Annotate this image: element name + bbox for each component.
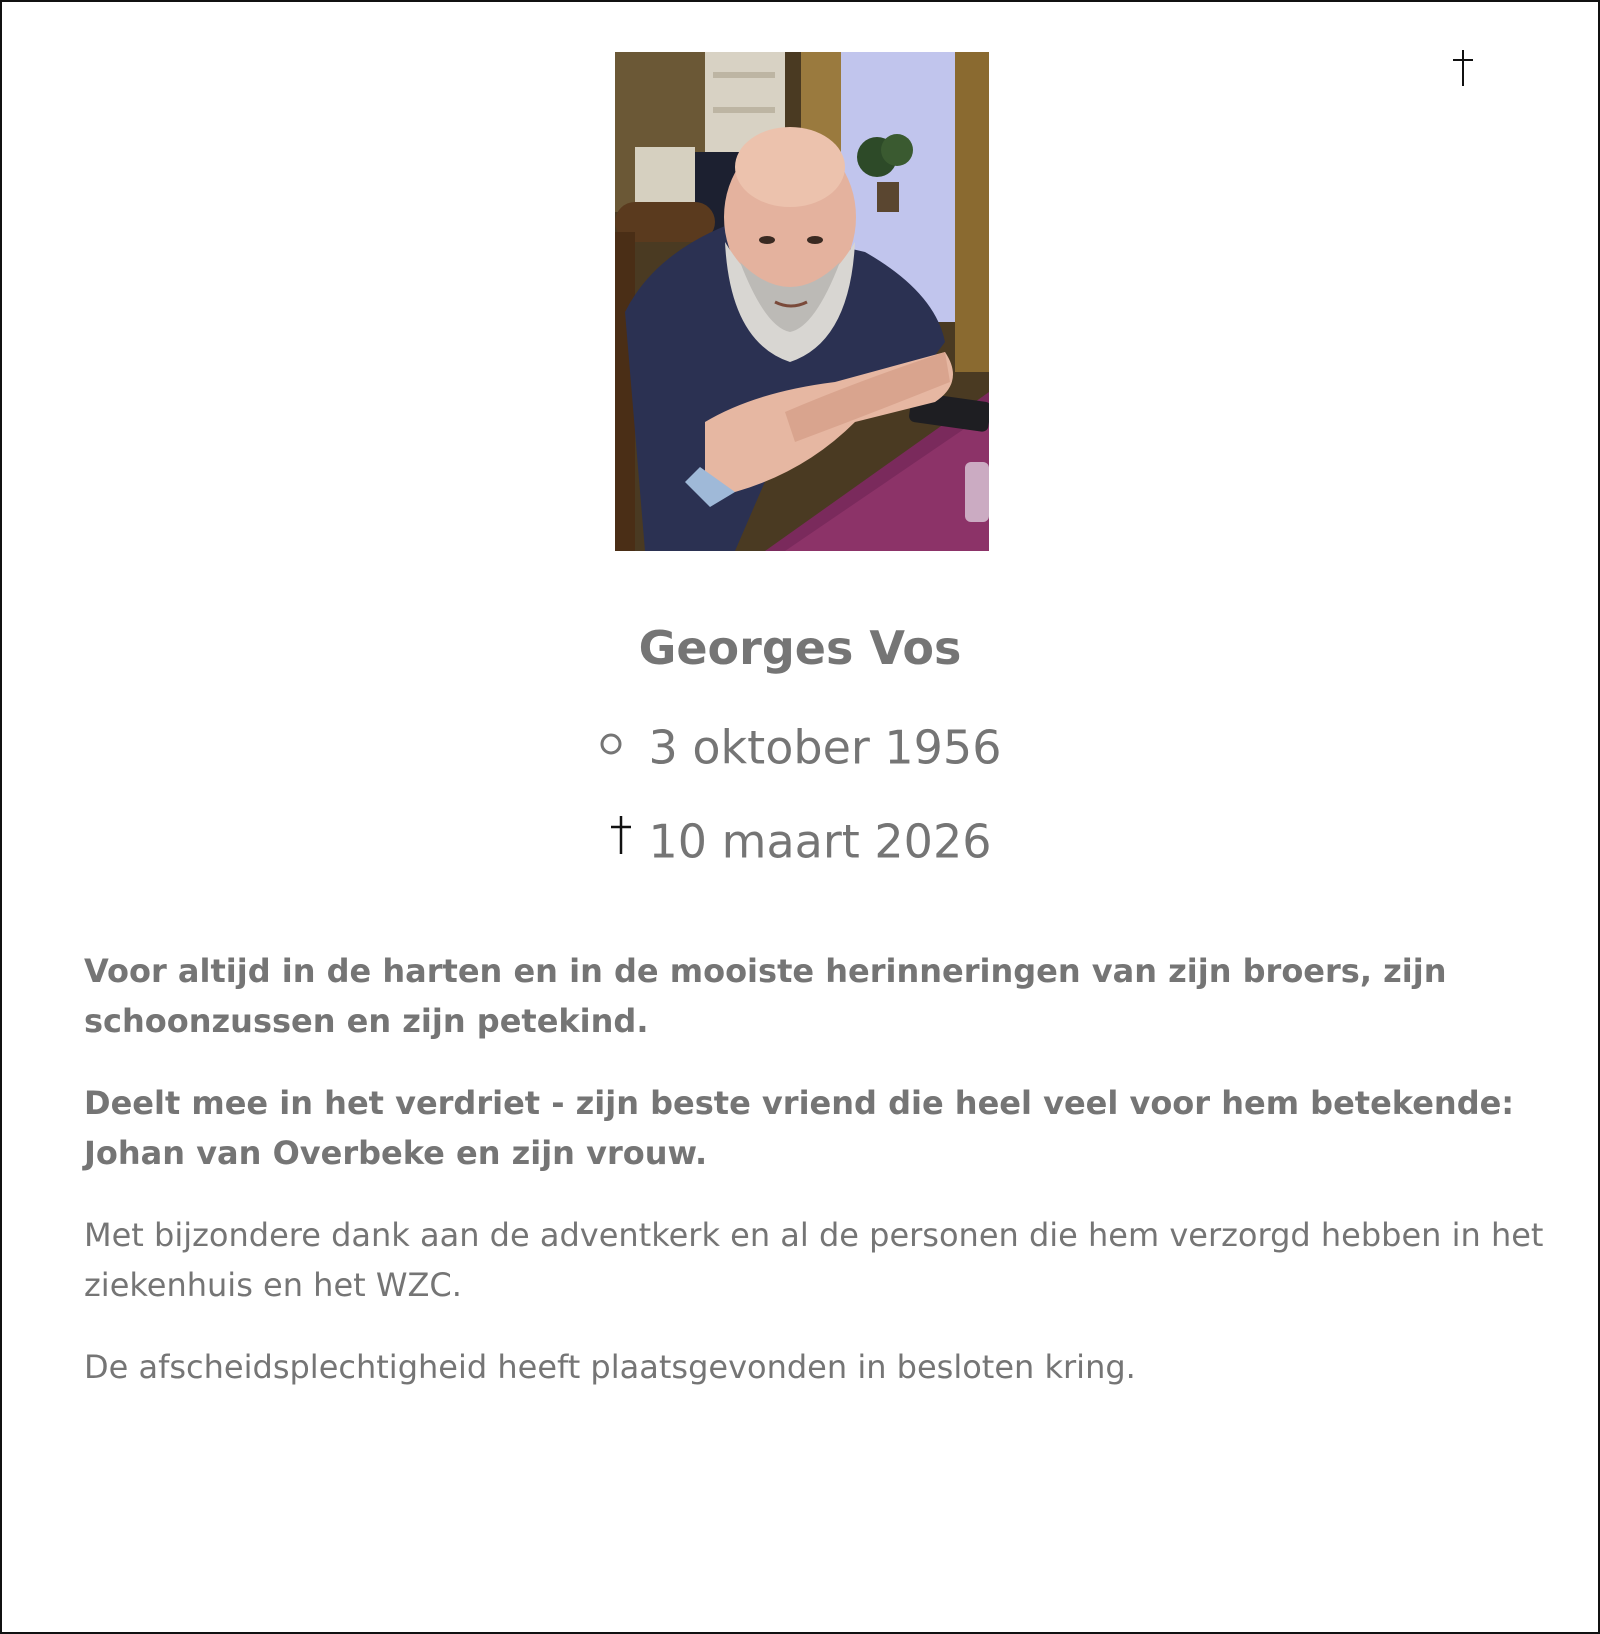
death-date-row	[2, 810, 1598, 870]
cross-icon	[609, 816, 633, 854]
deceased-name: Georges Vos	[638, 621, 962, 675]
friend-paragraph: Deelt mee in het verdriet - zijn beste vriend die heel veel voor hem betekende: Johan van Overbeke en zijn vrouw.	[84, 1084, 1515, 1172]
circle-icon	[599, 732, 623, 756]
ceremony-paragraph: De afscheidsplechtigheid heeft plaatsgevonden in besloten kring.	[84, 1348, 1136, 1386]
death-date: 10 maart 2026	[648, 814, 992, 869]
thanks-paragraph: Met bijzondere dank aan de adventkerk en al de personen die hem verzorgd hebben in het ziekenhuis en het WZC.	[84, 1216, 1544, 1304]
family-paragraph: Voor altijd in de harten en in de mooiste herinneringen van zijn broers, zijn schoonzussen en zijn petekind.	[84, 952, 1447, 1040]
birth-date: 3 oktober 1956	[648, 720, 1002, 775]
cross-icon	[1452, 50, 1474, 86]
birth-date-row	[2, 716, 1598, 776]
portrait-photo	[615, 52, 989, 551]
